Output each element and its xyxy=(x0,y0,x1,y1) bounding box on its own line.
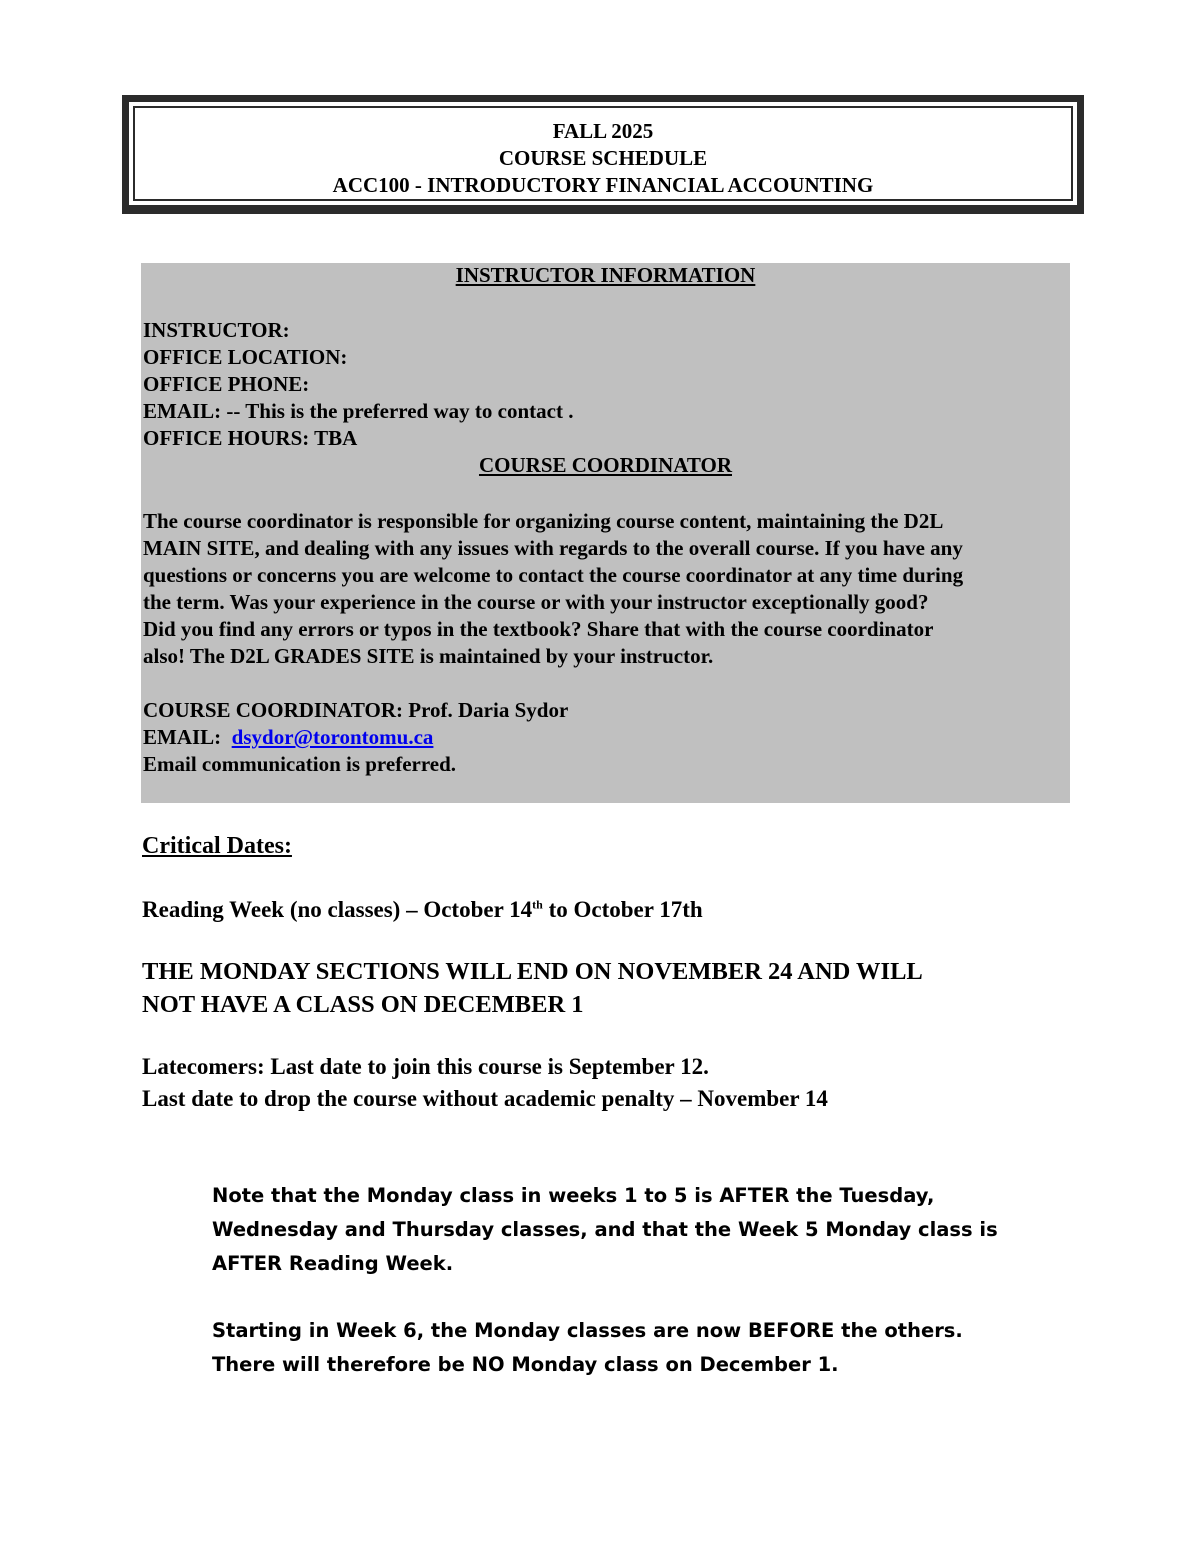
instructor-label: INSTRUCTOR: xyxy=(143,318,290,342)
office-hours-line: OFFICE HOURS: TBA xyxy=(143,426,358,450)
instructor-info-heading: INSTRUCTOR INFORMATION xyxy=(455,263,756,287)
course-coordinator-heading: COURSE COORDINATOR xyxy=(478,453,732,477)
coordinator-name-line: COURSE COORDINATOR: Prof. Daria Sydor xyxy=(143,698,569,722)
instructor-info-panel xyxy=(141,263,1070,803)
coordinator-paragraph-line: the term. Was your experience in the course or with your instructor exceptionally good? xyxy=(143,590,929,614)
term-title: FALL 2025 xyxy=(552,119,654,143)
office-location-label: OFFICE LOCATION: xyxy=(143,345,348,369)
monday-schedule-note xyxy=(212,1179,998,1281)
coordinator-paragraph-line: questions or concerns you are welcome to contact the course coordinator at any time during xyxy=(143,563,964,587)
coordinator-email-link[interactable]: dsydor@torontomu.ca xyxy=(231,725,434,749)
note-line: Wednesday and Thursday classes, and that the Week 5 Monday class is xyxy=(212,1218,998,1241)
reading-week-text-start: Reading Week (no classes) – October 14 xyxy=(142,897,533,922)
week-six-note xyxy=(212,1314,963,1382)
coordinator-paragraph-line: MAIN SITE, and dealing with any issues with regards to the overall course. If you have any xyxy=(143,536,963,560)
note-line: AFTER Reading Week. xyxy=(212,1252,454,1275)
note-line: Starting in Week 6, the Monday classes are now BEFORE the others. xyxy=(212,1319,963,1342)
course-title xyxy=(129,118,1077,199)
email-preferred-note: Email communication is preferred. xyxy=(143,752,457,776)
monday-notice-line-1: THE MONDAY SECTIONS WILL END ON NOVEMBER 24 AND WILL xyxy=(142,958,923,985)
coordinator-description xyxy=(143,508,1068,670)
instructor-email-line: EMAIL: -- This is the preferred way to contact . xyxy=(143,399,574,423)
critical-dates-heading: Critical Dates: xyxy=(142,833,292,859)
coordinator-paragraph-line: also! The D2L GRADES SITE is maintained by your instructor. xyxy=(143,644,714,668)
course-title-box xyxy=(122,95,1084,214)
schedule-title: COURSE SCHEDULE xyxy=(498,146,708,170)
coordinator-paragraph-line: The course coordinator is responsible for organizing course content, maintaining the D2L xyxy=(143,509,944,533)
monday-notice-line-2: NOT HAVE A CLASS ON DECEMBER 1 xyxy=(142,991,584,1018)
coordinator-paragraph-line: Did you find any errors or typos in the textbook? Share that with the course coordinator xyxy=(143,617,934,641)
ordinal-suffix: th xyxy=(532,897,543,912)
drop-date-line: Last date to drop the course without academic penalty – November 14 xyxy=(142,1086,828,1111)
reading-week-text-end: to October 17th xyxy=(542,897,703,922)
latecomers-line: Latecomers: Last date to join this course is September 12. xyxy=(142,1054,709,1079)
note-line: There will therefore be NO Monday class on December 1. xyxy=(212,1353,839,1376)
coordinator-email-label: EMAIL: xyxy=(143,725,222,749)
coordinator-email-line xyxy=(143,724,433,751)
course-name-title: ACC100 - INTRODUCTORY FINANCIAL ACCOUNTING xyxy=(332,173,874,197)
office-phone-label: OFFICE PHONE: xyxy=(143,372,310,396)
note-line: Note that the Monday class in weeks 1 to 5 is AFTER the Tuesday, xyxy=(212,1184,935,1207)
reading-week-line xyxy=(142,897,703,923)
